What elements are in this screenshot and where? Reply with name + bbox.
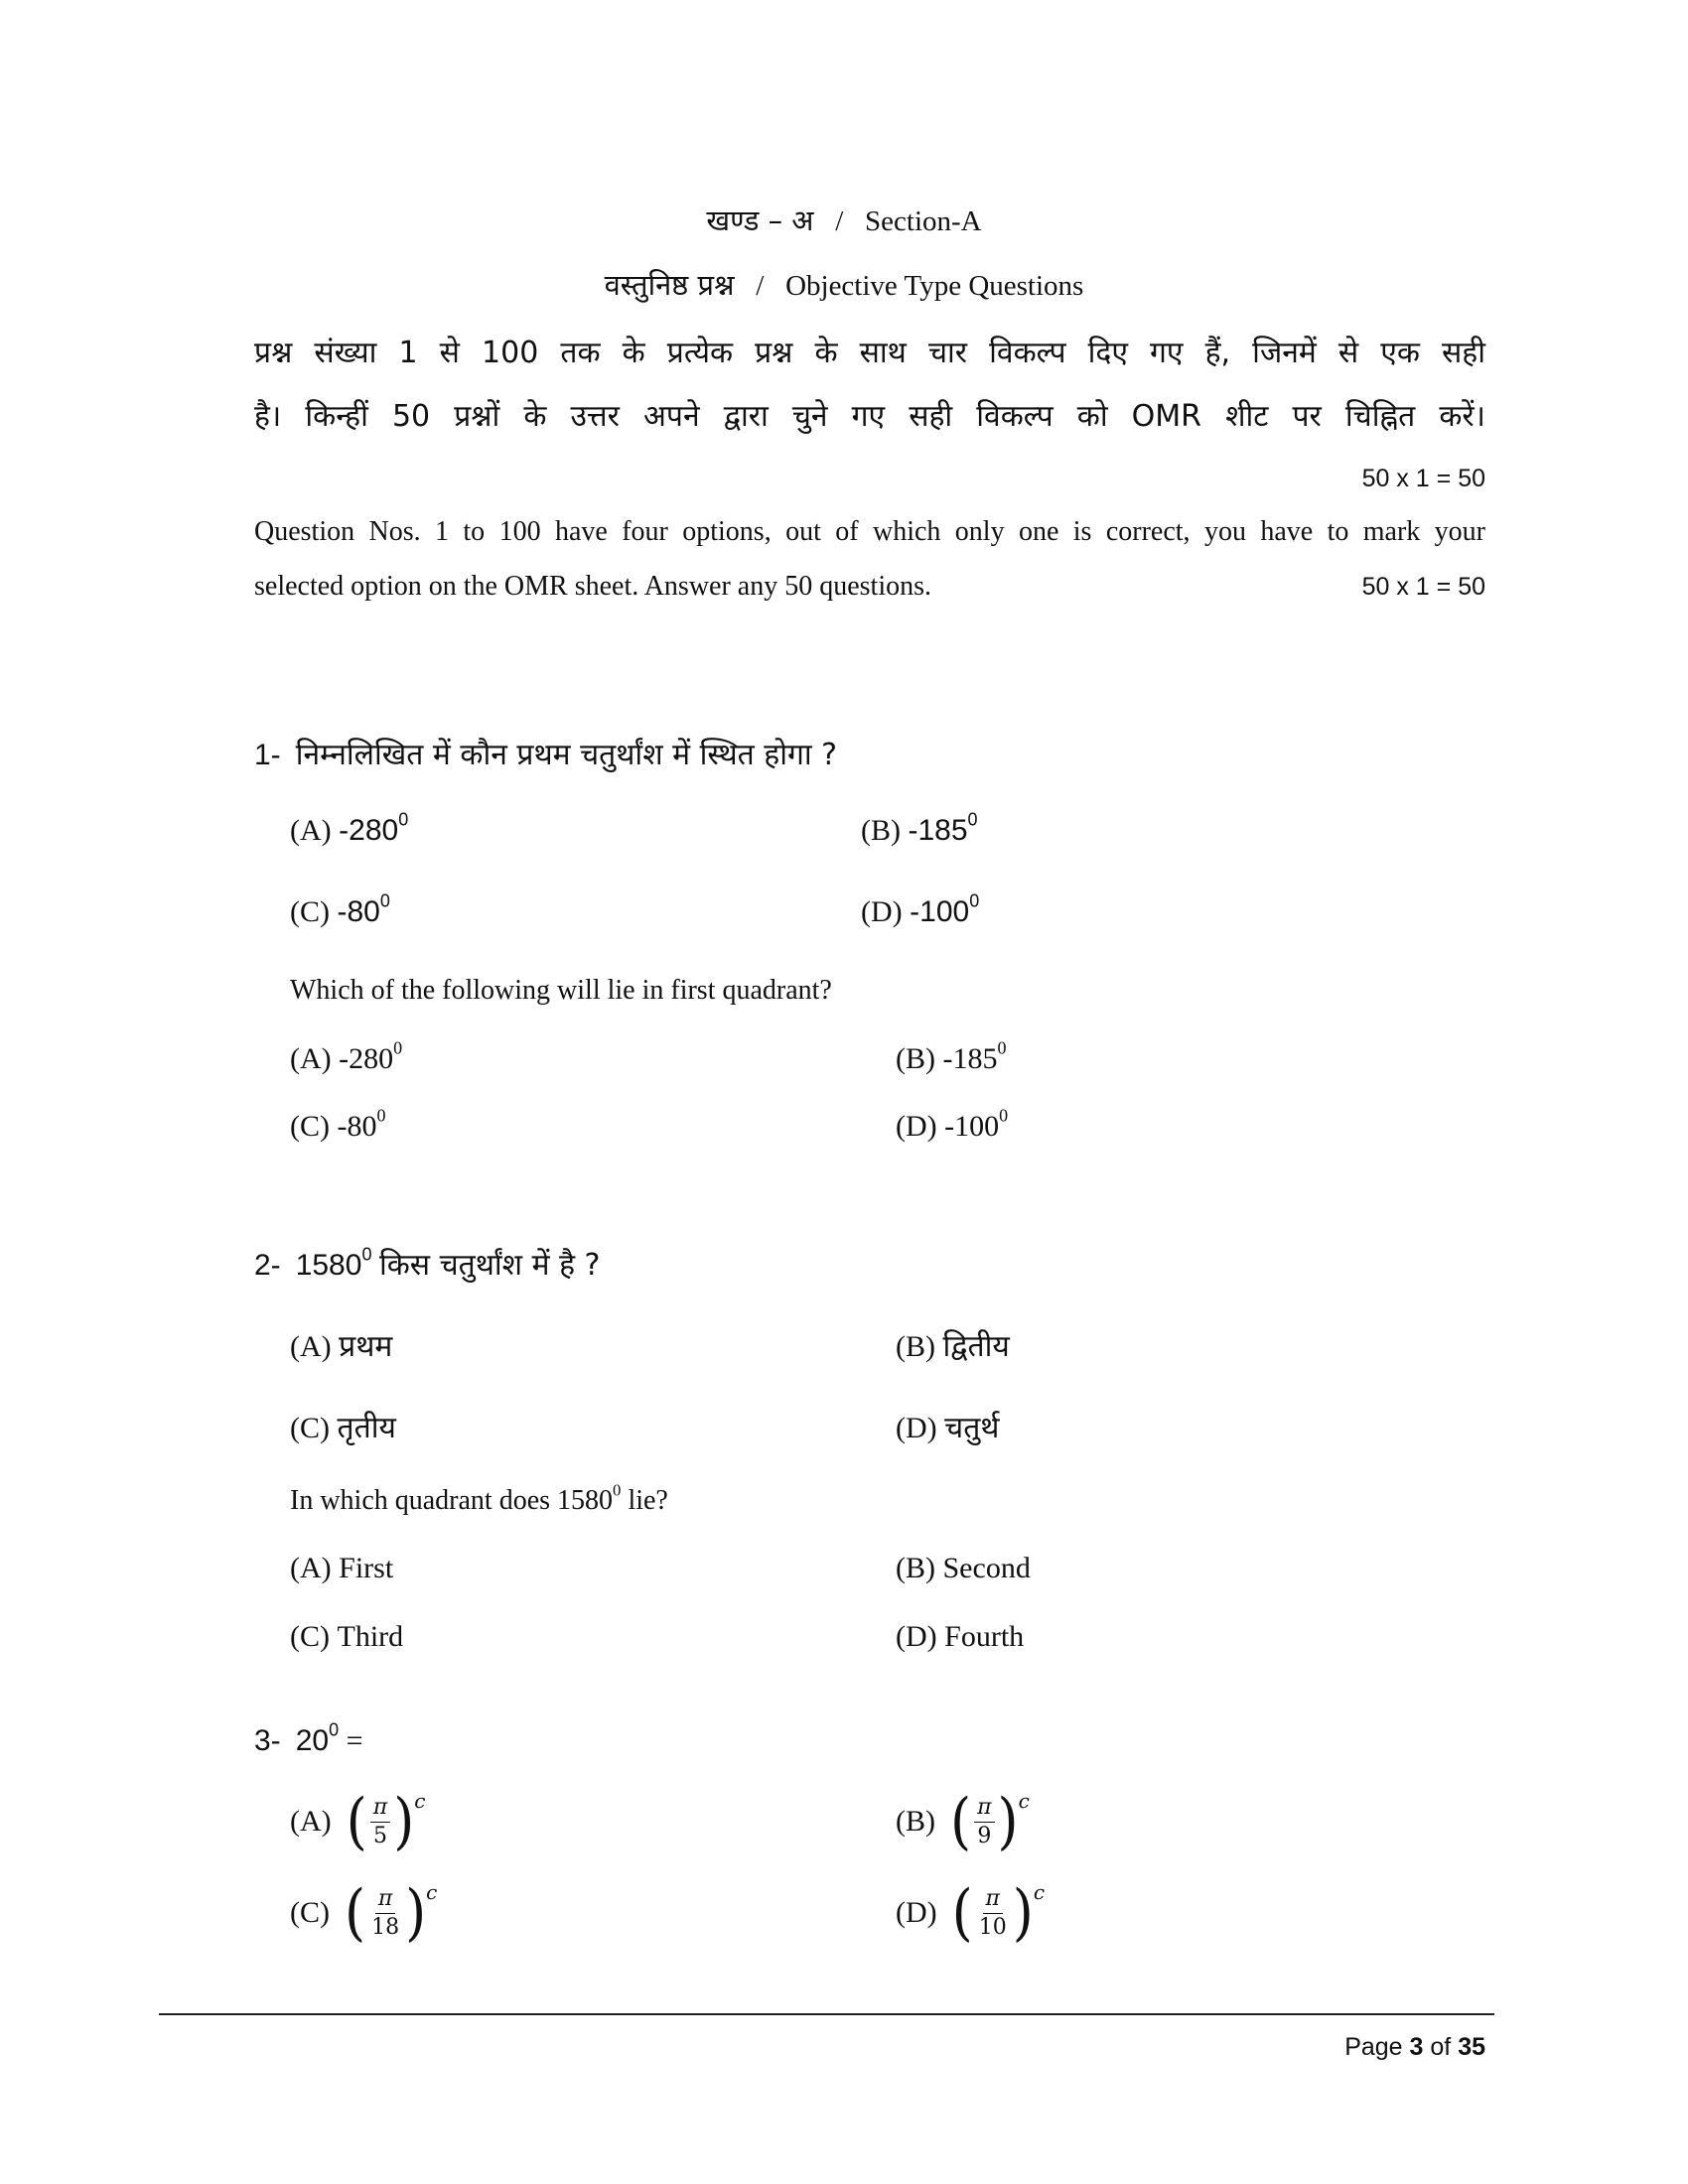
fraction-expression: ( $\frac{\pi}{10}$ ) c bbox=[951, 1876, 1046, 1949]
fraction bbox=[368, 1887, 402, 1938]
q2-english-option-a[interactable] bbox=[290, 1552, 393, 1585]
radian-sup: c bbox=[426, 1880, 438, 1904]
option-label: (C) bbox=[290, 1896, 330, 1929]
radian-sup: c bbox=[1018, 1789, 1030, 1813]
option-value: -100 bbox=[944, 1110, 1000, 1143]
instructions-hindi-marks: 50 x 1 = 50 bbox=[1361, 465, 1485, 492]
denominator: 18 bbox=[371, 1914, 400, 1940]
option-value: Fourth bbox=[944, 1620, 1025, 1653]
option-value: First bbox=[339, 1552, 394, 1584]
option-value: प्रथम bbox=[339, 1329, 393, 1364]
question-1-english-text: Which of the following will lie in first quadrant? bbox=[290, 975, 832, 1006]
degree-sup: 0 bbox=[361, 1244, 372, 1265]
numerator: π bbox=[370, 1796, 390, 1822]
option-value: तृतीय bbox=[337, 1411, 396, 1445]
denominator: 10 bbox=[978, 1914, 1007, 1940]
option-value: -185 bbox=[942, 1042, 998, 1075]
instructions-hindi-line2: है। किन्हीं 50 प्रश्नों के उत्तर अपने द्वारा चुने गए सही विकल्प को OMR शीट पर चिह्नित करें। bbox=[254, 399, 1485, 434]
option-label: (A) bbox=[290, 814, 332, 847]
degree-sup: 0 bbox=[379, 890, 390, 911]
q1-english-option-c[interactable] bbox=[290, 1105, 386, 1144]
option-label: (C) bbox=[290, 895, 330, 928]
option-value: द्वितीय bbox=[942, 1329, 1010, 1364]
question-type-slash: / bbox=[756, 270, 765, 302]
option-label: (C) bbox=[290, 1110, 330, 1143]
question-type-heading bbox=[0, 265, 1688, 304]
question-2-hindi-text: किस चतुर्थांश में है ? bbox=[378, 1248, 601, 1283]
degree-sup: 0 bbox=[398, 809, 409, 830]
degree-sup: 0 bbox=[969, 890, 980, 911]
q3-option-d[interactable] bbox=[896, 1876, 1046, 1949]
fraction bbox=[974, 1796, 994, 1846]
option-label: (B) bbox=[896, 1552, 935, 1584]
instructions-hindi-line1: प्रश्न संख्या 1 से 100 तक के प्रत्येक प्रश्न के साथ चार विकल्प दिए गए हैं, जिनमें से एक सही bbox=[254, 336, 1485, 370]
option-label: (C) bbox=[290, 1412, 330, 1444]
option-label: (D) bbox=[896, 1412, 937, 1444]
question-number: 1- bbox=[254, 739, 281, 771]
q2-hindi-option-b[interactable] bbox=[896, 1324, 1010, 1365]
fraction bbox=[976, 1887, 1010, 1938]
degree-sup: 0 bbox=[613, 1480, 622, 1500]
option-label: (B) bbox=[861, 814, 901, 847]
option-value: -280 bbox=[339, 1042, 394, 1075]
numerator: π bbox=[983, 1887, 1003, 1913]
q1-english-option-b[interactable] bbox=[896, 1037, 1007, 1076]
option-label: (A) bbox=[290, 1552, 332, 1584]
equals-sign: = bbox=[346, 1724, 363, 1757]
q1-hindi-option-d[interactable] bbox=[861, 890, 980, 929]
q1-hindi-option-c[interactable] bbox=[290, 890, 390, 929]
question-number: 3- bbox=[254, 1724, 281, 1757]
degree-sup: 0 bbox=[329, 1719, 340, 1740]
option-label: (B) bbox=[896, 1042, 935, 1075]
degree-sup: 0 bbox=[999, 1105, 1009, 1126]
question-2-english-before: In which quadrant does 1580 bbox=[290, 1485, 614, 1516]
numerator: π bbox=[375, 1887, 395, 1913]
option-label: (A) bbox=[290, 1042, 332, 1075]
option-value: Third bbox=[337, 1620, 404, 1653]
question-3-value: 20 bbox=[295, 1724, 330, 1757]
option-label: (D) bbox=[896, 1620, 937, 1653]
question-3 bbox=[254, 1719, 363, 1758]
section-heading-english: Section-A bbox=[865, 205, 982, 237]
section-heading bbox=[0, 201, 1688, 239]
option-label: (D) bbox=[861, 895, 903, 928]
denominator: 9 bbox=[977, 1823, 992, 1848]
degree-sup: 0 bbox=[393, 1037, 403, 1058]
q3-option-c[interactable] bbox=[290, 1876, 438, 1949]
denominator: 5 bbox=[372, 1823, 387, 1848]
option-label: (B) bbox=[896, 1805, 935, 1838]
option-value: -280 bbox=[339, 814, 399, 847]
radian-sup: c bbox=[1033, 1880, 1046, 1904]
option-value: -80 bbox=[337, 1110, 377, 1143]
instructions-english-line2: selected option on the OMR sheet. Answer any 50 questions. bbox=[254, 571, 932, 602]
fraction-expression: ( $\frac{\pi}{5}$ ) c bbox=[346, 1785, 426, 1857]
question-2-value: 1580 bbox=[295, 1249, 362, 1282]
q2-hindi-option-a[interactable] bbox=[290, 1324, 392, 1365]
degree-sup: 0 bbox=[997, 1037, 1007, 1058]
section-heading-hindi: खण्ड – अ bbox=[706, 204, 814, 237]
option-value: -80 bbox=[337, 895, 380, 928]
fraction-expression: ( $\frac{\pi}{9}$ ) c bbox=[950, 1785, 1030, 1857]
option-value: -100 bbox=[910, 895, 970, 928]
question-2-english-text bbox=[290, 1480, 668, 1517]
page-prefix: Page bbox=[1344, 2033, 1410, 2061]
question-2-english-after: lie? bbox=[621, 1485, 668, 1516]
q3-option-a[interactable] bbox=[290, 1785, 426, 1857]
footer-divider bbox=[159, 2013, 1494, 2015]
q2-english-option-b[interactable] bbox=[896, 1552, 1031, 1585]
question-1-hindi-text: निम्नलिखित में कौन प्रथम चतुर्थांश में स्थित होगा ? bbox=[295, 738, 838, 772]
q1-hindi-option-a[interactable] bbox=[290, 809, 409, 848]
page-number bbox=[1344, 2033, 1485, 2062]
q3-option-b[interactable] bbox=[896, 1785, 1030, 1857]
q1-hindi-option-b[interactable] bbox=[861, 809, 978, 848]
page-of: of bbox=[1423, 2033, 1459, 2061]
option-label: (C) bbox=[290, 1620, 330, 1653]
q1-english-option-d[interactable] bbox=[896, 1105, 1009, 1144]
section-heading-slash: / bbox=[835, 205, 844, 237]
option-label: (A) bbox=[290, 1805, 332, 1838]
degree-sup: 0 bbox=[967, 809, 978, 830]
option-label: (D) bbox=[896, 1896, 937, 1929]
q1-english-option-a[interactable] bbox=[290, 1037, 403, 1076]
option-value: चतुर्थ bbox=[944, 1411, 1000, 1445]
q2-english-option-d[interactable] bbox=[896, 1620, 1024, 1654]
option-label: (A) bbox=[290, 1330, 332, 1363]
question-type-english: Objective Type Questions bbox=[785, 270, 1084, 302]
fraction-expression: ( $\frac{\pi}{18}$ ) c bbox=[345, 1876, 438, 1949]
q2-hindi-option-c[interactable] bbox=[290, 1406, 396, 1446]
question-2-hindi bbox=[254, 1243, 600, 1284]
q2-english-option-c[interactable] bbox=[290, 1620, 403, 1654]
question-1-hindi bbox=[254, 733, 837, 773]
radian-sup: c bbox=[414, 1789, 426, 1813]
option-label: (B) bbox=[896, 1330, 935, 1363]
option-value: Second bbox=[942, 1552, 1031, 1584]
numerator: π bbox=[974, 1796, 994, 1822]
question-number: 2- bbox=[254, 1249, 281, 1282]
page-total: 35 bbox=[1458, 2033, 1485, 2061]
fraction bbox=[370, 1796, 390, 1846]
degree-sup: 0 bbox=[376, 1105, 386, 1126]
q2-hindi-option-d[interactable] bbox=[896, 1406, 999, 1446]
page-current: 3 bbox=[1409, 2033, 1424, 2061]
instructions-english-line1: Question Nos. 1 to 100 have four options, out of which only one is correct, you have to mark your bbox=[254, 516, 1485, 547]
instructions-english-marks: 50 x 1 = 50 bbox=[1361, 573, 1485, 601]
option-label: (D) bbox=[896, 1110, 937, 1143]
question-type-hindi: वस्तुनिष्ठ प्रश्न bbox=[604, 268, 735, 302]
option-value: -185 bbox=[908, 814, 968, 847]
